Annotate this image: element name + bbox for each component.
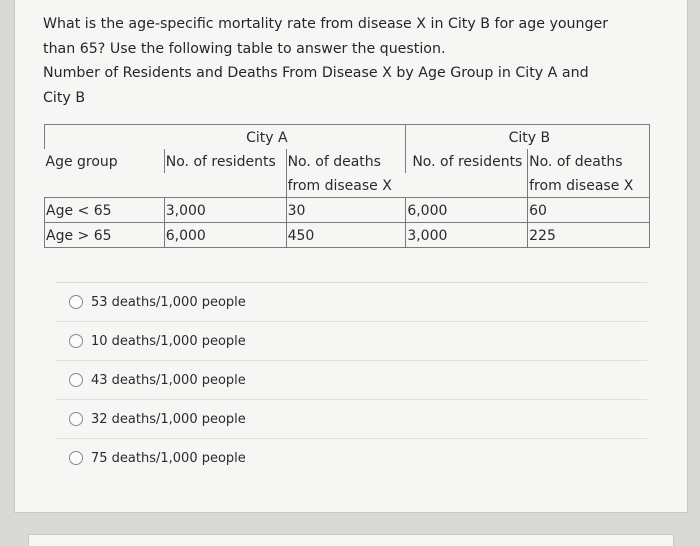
question-line: What is the age-specific mortality rate from disease X in City B for age younger [43, 16, 609, 32]
row-age: Age > 65 [45, 223, 165, 248]
table-cell [406, 173, 528, 198]
row-a-residents: 6,000 [164, 223, 286, 248]
table-row [45, 198, 650, 223]
col-a-residents: No. of residents [164, 149, 286, 173]
data-table [44, 124, 650, 248]
col-b-residents: No. of residents [406, 149, 528, 173]
city-b-header: City B [528, 125, 650, 150]
radio-button[interactable] [69, 373, 83, 387]
col-age-group: Age group [45, 154, 118, 170]
option-label: 53 deaths/1,000 people [91, 294, 246, 310]
table-row [45, 223, 650, 248]
table-header-row [45, 125, 650, 150]
radio-button[interactable] [69, 334, 83, 348]
radio-button[interactable] [69, 412, 83, 426]
radio-button[interactable] [69, 295, 83, 309]
row-age: Age < 65 [45, 198, 165, 223]
question-line: Number of Residents and Deaths From Disease X by Age Group in City A and [43, 65, 589, 81]
row-b-deaths: 60 [528, 198, 650, 223]
table-cell [164, 173, 286, 198]
col-b-deaths: No. of deaths [528, 149, 650, 173]
city-a-header: City A [286, 125, 406, 150]
question-line: than 65? Use the following table to answer the question. [43, 40, 446, 57]
option-label: 10 deaths/1,000 people [91, 333, 246, 349]
answer-options [55, 282, 647, 477]
option-label: 43 deaths/1,000 people [91, 372, 246, 388]
col-a-deaths: No. of deaths [286, 149, 406, 173]
question-card [14, 0, 688, 513]
question-text [43, 12, 643, 110]
table-header-row [45, 173, 650, 198]
col-a-deaths-sub: from disease X [286, 173, 406, 198]
row-a-deaths: 450 [286, 223, 406, 248]
row-b-deaths: 225 [528, 223, 650, 248]
answer-option[interactable] [55, 438, 647, 477]
question-line: City B [43, 89, 86, 106]
table-cell [45, 173, 165, 198]
answer-option[interactable] [55, 360, 647, 399]
answer-option[interactable] [55, 399, 647, 438]
row-a-residents: 3,000 [164, 198, 286, 223]
answer-option[interactable] [55, 282, 647, 321]
row-b-residents: 6,000 [406, 198, 528, 223]
answer-option[interactable] [55, 321, 647, 360]
row-b-residents: 3,000 [406, 223, 528, 248]
option-label: 32 deaths/1,000 people [91, 411, 246, 427]
option-label: 75 deaths/1,000 people [91, 450, 246, 466]
table-cell [45, 125, 165, 150]
col-b-deaths-sub: from disease X [528, 173, 650, 198]
radio-button[interactable] [69, 451, 83, 465]
row-a-deaths: 30 [286, 198, 406, 223]
next-question-card-edge [28, 534, 674, 546]
table-header-row [45, 149, 650, 173]
